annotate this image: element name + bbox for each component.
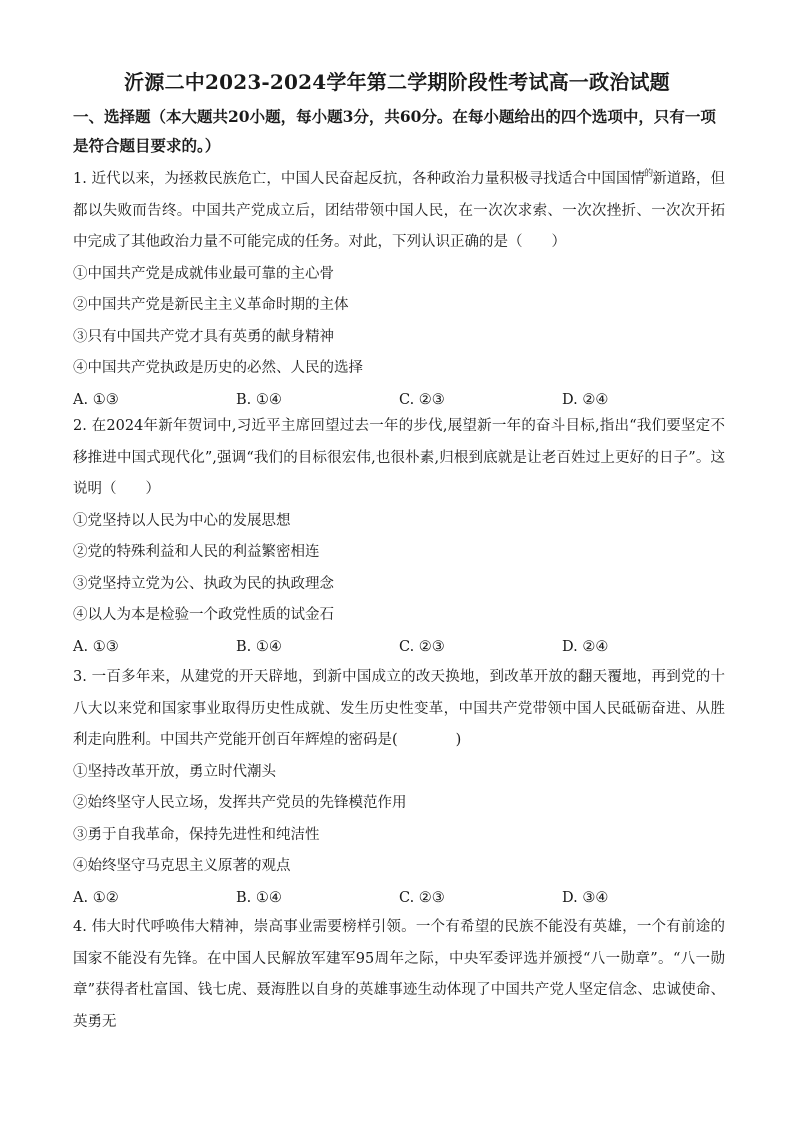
answer-choice-b[interactable]: B. ①④: [236, 638, 282, 655]
question-1: [73, 159, 725, 416]
statement-option: ①中国共产党是成就伟业最可靠的主心骨: [73, 265, 334, 282]
answer-choice-d[interactable]: D. ②④: [562, 638, 609, 655]
answer-choices: [73, 632, 725, 664]
statement-option: ③只有中国共产党才具有英勇的献身精神: [73, 328, 334, 345]
answer-choice-c[interactable]: C. ②③: [399, 638, 445, 655]
stem-text-continued: 新道路，但都以失败而告终。中国共产党成立后，团结带领中国人民，在一次次求索、一次次挫折、一次次开拓中完成了其他政治力量不可能完成的任务。对此，下列认识正确的是（ ）: [73, 171, 725, 250]
statement-option: ①坚持改革开放，勇立时代潮头: [73, 763, 276, 780]
question-stem: 3. 一百多年来，从建党的开天辟地，到新中国成立的改天换地，到改革开放的翻天覆地，再到党的十八大以来党和国家事业取得历史性成就、发生历史性变革，中国共产党带领中国人民砥砺奋进、从胜利走向胜利。中国共产党能开创百年辉煌的密码是( ): [73, 669, 725, 748]
statement-option: ③勇于自我革命，保持先进性和纯洁性: [73, 826, 320, 843]
question-3: [73, 662, 725, 914]
statement-option: ②党的特殊利益和人民的利益繁密相连: [73, 544, 320, 560]
question-4: [73, 912, 725, 1038]
statement-option: ②中国共产党是新民主主义革命时期的主体: [73, 297, 349, 313]
answer-choice-b[interactable]: B. ①④: [236, 391, 282, 408]
question-stem: 2. 在2024年新年贺词中,习近平主席回望过去一年的步伐,展望新一年的奋斗目标,指出“我们要坚定不移推进中国式现代化”,强调“我们的目标很宏伟,也很朴素,归根到底就是让老百姓过上更好的日子”。这说明（ ）: [73, 418, 725, 497]
statement-option: ①党坚持以人民为中心的发展思想: [73, 512, 291, 529]
answer-choices: [73, 883, 725, 915]
question-stem: 4. 伟大时代呼唤伟大精神，崇高事业需要榜样引领。一个有希望的民族不能没有英雄，一个有前途的国家不能没有先锋。在中国人民解放军建军95周年之际，中央军委评选并颁授“八一勋章”。“八一勋章”获得者杜富国、钱七虎、聂海胜以自身的英雄事迹生动体现了中国共产党人坚定信念、忠诚使命、英勇无: [73, 919, 725, 1030]
answer-choice-b[interactable]: B. ①④: [236, 889, 282, 906]
statement-option: ④中国共产党执政是历史的必然、人民的选择: [73, 360, 363, 376]
answer-choice-d[interactable]: D. ②④: [562, 391, 609, 408]
statement-option: ④以人为本是检验一个政党性质的试金石: [73, 607, 334, 623]
stem-text: 1. 近代以来，为拯救民族危亡，中国人民奋起反抗，各种政治力量积极寻找适合中国国情: [73, 171, 646, 187]
statement-option: ④始终坚守马克思主义原著的观点: [73, 858, 291, 874]
answer-choice-a[interactable]: A. ①②: [73, 889, 119, 906]
stem-superscript: 的: [644, 169, 654, 179]
answer-choice-c[interactable]: C. ②③: [399, 889, 445, 906]
statement-option: ②始终坚守人民立场，发挥共产党员的先锋模范作用: [73, 795, 407, 811]
section-heading: 一、选择题（本大题共20小题，每小题3分，共60分。在每小题给出的四个选项中，只有一项是符合题目要求的。）: [73, 107, 716, 155]
answer-choice-a[interactable]: A. ①③: [73, 391, 119, 408]
question-stem: [73, 159, 725, 259]
statement-option: ③党坚持立党为公、执政为民的执政理念: [73, 575, 334, 592]
question-2: [73, 411, 725, 663]
answer-choice-c[interactable]: C. ②③: [399, 391, 445, 408]
answer-choice-d[interactable]: D. ③④: [562, 889, 609, 906]
answer-choice-a[interactable]: A. ①③: [73, 638, 119, 655]
exam-title: 沂源二中2023-2024学年第二学期阶段性考试高一政治试题: [124, 70, 670, 94]
